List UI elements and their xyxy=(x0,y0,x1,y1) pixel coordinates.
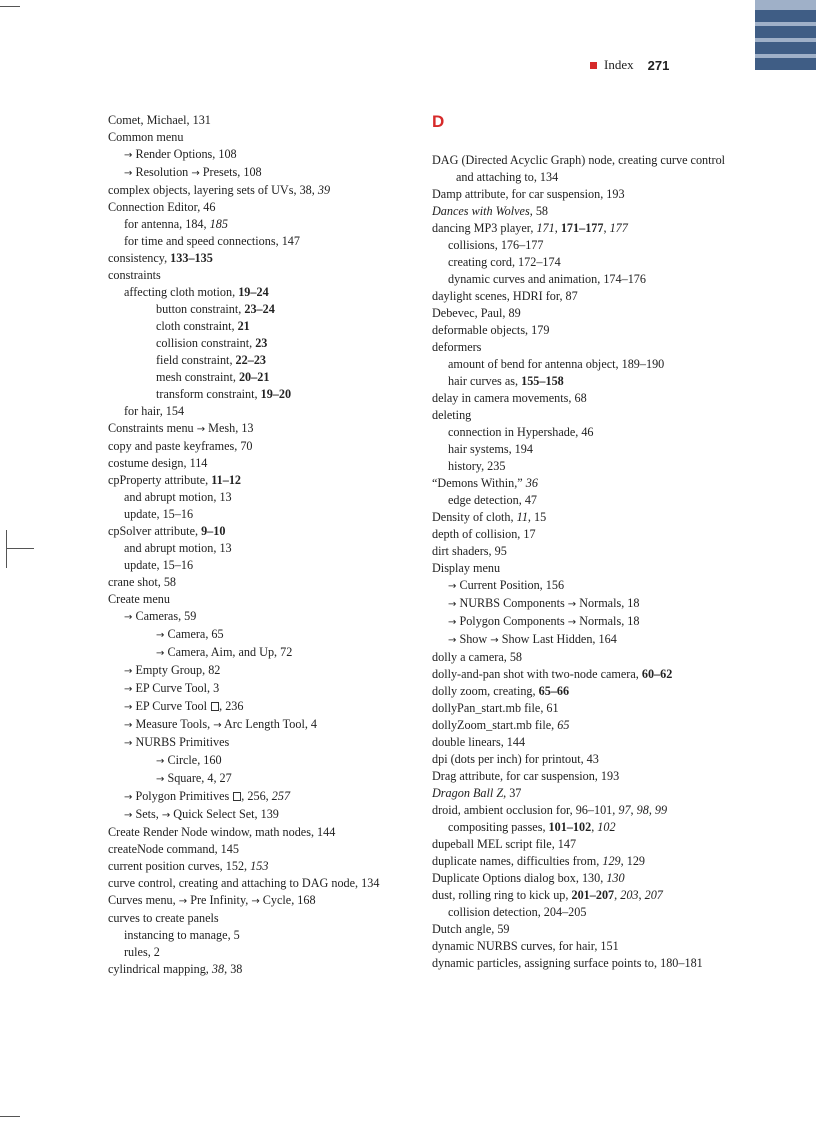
tab-bar xyxy=(755,10,816,22)
index-entry: dirt shaders, 95 xyxy=(432,544,507,558)
index-entry: Connection Editor, 46 xyxy=(108,200,216,214)
index-entry: → Circle, 160 xyxy=(156,753,222,767)
index-entry: for hair, 154 xyxy=(124,404,185,418)
index-entry: Common menu xyxy=(108,130,184,144)
index-entry: update, 15–16 xyxy=(124,558,194,572)
index-entry: → NURBS Primitives xyxy=(124,735,230,749)
index-entry: → Show → Show Last Hidden, 164 xyxy=(448,632,617,646)
index-entry: for antenna, 184, 185 xyxy=(124,217,228,231)
index-entry: current position curves, 152, 153 xyxy=(108,859,269,873)
index-entry: → EP Curve Tool , 236 xyxy=(124,699,244,713)
index-entry: collisions, 176–177 xyxy=(448,238,544,252)
index-entry: deformable objects, 179 xyxy=(432,323,550,337)
index-entry: Duplicate Options dialog box, 130, 130 xyxy=(432,871,625,885)
section-letter: D xyxy=(432,112,445,131)
index-entry: → Square, 4, 27 xyxy=(156,771,232,785)
index-entry: history, 235 xyxy=(448,459,506,473)
index-entry: cylindrical mapping, 38, 38 xyxy=(108,962,243,976)
index-entry: constraints xyxy=(108,268,161,282)
index-entry: costume design, 114 xyxy=(108,456,208,470)
index-entry: “Demons Within,” 36 xyxy=(432,476,538,490)
index-entry: → Sets, → Quick Select Set, 139 xyxy=(124,807,279,821)
index-entry: depth of collision, 17 xyxy=(432,527,536,541)
index-entry: button constraint, 23–24 xyxy=(156,302,275,316)
index-entry: update, 15–16 xyxy=(124,507,194,521)
index-entry: → Camera, 65 xyxy=(156,627,224,641)
index-entry: dupeball MEL script file, 147 xyxy=(432,837,577,851)
index-entry: → Cameras, 59 xyxy=(124,609,197,623)
index-entry: → Current Position, 156 xyxy=(448,578,565,592)
index-entry: Create Render Node window, math nodes, 144 xyxy=(108,825,336,839)
index-entry: consistency, 133–135 xyxy=(108,251,213,265)
index-entry: Comet, Michael, 131 xyxy=(108,113,211,127)
index-entry: dpi (dots per inch) for printout, 43 xyxy=(432,752,599,766)
index-entry: collision constraint, 23 xyxy=(156,336,268,350)
index-entry: delay in camera movements, 68 xyxy=(432,391,587,405)
index-entry: Display menu xyxy=(432,561,501,575)
index-entry: → Polygon Components → Normals, 18 xyxy=(448,614,640,628)
index-entry: Drag attribute, for car suspension, 193 xyxy=(432,769,620,783)
page-number: 271 xyxy=(647,57,670,73)
index-entry: curves to create panels xyxy=(108,911,219,925)
index-entry: dynamic NURBS curves, for hair, 151 xyxy=(432,939,619,953)
index-entry: copy and paste keyframes, 70 xyxy=(108,439,253,453)
tab-bar xyxy=(755,58,816,70)
index-entry: Dragon Ball Z, 37 xyxy=(432,786,522,800)
index-column-left xyxy=(108,112,408,978)
index-entry: transform constraint, 19–20 xyxy=(156,387,292,401)
index-entry: dust, rolling ring to kick up, 201–207, 203, 207 xyxy=(432,888,663,902)
thumb-index-tabs xyxy=(755,0,816,71)
index-entry: rules, 2 xyxy=(124,945,160,959)
index-entry: createNode command, 145 xyxy=(108,842,239,856)
index-entry: cloth constraint, 21 xyxy=(156,319,250,333)
index-entry: mesh constraint, 20–21 xyxy=(156,370,270,384)
index-entry: dolly-and-pan shot with two-node camera, 60–62 xyxy=(432,667,673,681)
index-entry: dancing MP3 player, 171, 171–177, 177 xyxy=(432,221,628,235)
index-entry: dolly zoom, creating, 65–66 xyxy=(432,684,570,698)
index-entry: dolly a camera, 58 xyxy=(432,650,523,664)
index-entry: complex objects, layering sets of UVs, 38, 39 xyxy=(108,183,331,197)
index-entry: curve control, creating and attaching to DAG node, 134 xyxy=(108,876,380,890)
index-entry: Density of cloth, 11, 15 xyxy=(432,510,547,524)
index-entry: cpProperty attribute, 11–12 xyxy=(108,473,242,487)
index-entry: Constraints menu → Mesh, 13 xyxy=(108,421,254,435)
index-entry: droid, ambient occlusion for, 96–101, 97, 98, 99 xyxy=(432,803,668,817)
index-entry: dynamic particles, assigning surface points to, 180–181 xyxy=(432,956,703,970)
index-entry: Dutch angle, 59 xyxy=(432,922,510,936)
index-entry: deleting xyxy=(432,408,472,422)
index-entry: amount of bend for antenna object, 189–190 xyxy=(448,357,665,371)
index-entry: → Resolution → Presets, 108 xyxy=(124,165,262,179)
index-entry: dollyPan_start.mb file, 61 xyxy=(432,701,559,715)
registration-mark-left xyxy=(6,548,34,549)
index-entry: compositing passes, 101–102, 102 xyxy=(448,820,616,834)
index-entry: dynamic curves and animation, 174–176 xyxy=(448,272,646,286)
index-entry: affecting cloth motion, 19–24 xyxy=(124,285,269,299)
index-entry: deformers xyxy=(432,340,482,354)
index-entry: for time and speed connections, 147 xyxy=(124,234,300,248)
index-entry: double linears, 144 xyxy=(432,735,526,749)
tab-bar xyxy=(755,0,816,10)
index-entry: hair systems, 194 xyxy=(448,442,533,456)
index-entry: → Measure Tools, → Arc Length Tool, 4 xyxy=(124,717,318,731)
index-entry: hair curves as, 155–158 xyxy=(448,374,564,388)
header-marker-icon xyxy=(590,62,597,69)
index-entry: Debevec, Paul, 89 xyxy=(432,306,521,320)
index-entry: → Render Options, 108 xyxy=(124,147,237,161)
index-entry: collision detection, 204–205 xyxy=(448,905,587,919)
registration-mark-left-vert xyxy=(6,530,7,568)
index-entry: edge detection, 47 xyxy=(448,493,538,507)
index-entry: → Polygon Primitives , 256, 257 xyxy=(124,789,291,803)
index-entry: → Empty Group, 82 xyxy=(124,663,221,677)
index-entry: instancing to manage, 5 xyxy=(124,928,240,942)
crop-mark-top-left xyxy=(0,6,20,7)
index-entry: → NURBS Components → Normals, 18 xyxy=(448,596,640,610)
index-entry: field constraint, 22–23 xyxy=(156,353,267,367)
index-entry: Create menu xyxy=(108,592,170,606)
index-entry: creating cord, 172–174 xyxy=(448,255,561,269)
tab-bar xyxy=(755,42,816,54)
crop-mark-bottom-left xyxy=(0,1116,20,1117)
index-entry: connection in Hypershade, 46 xyxy=(448,425,594,439)
index-entry: → Camera, Aim, and Up, 72 xyxy=(156,645,293,659)
header-label: Index xyxy=(604,57,634,72)
index-entry: crane shot, 58 xyxy=(108,575,177,589)
running-header xyxy=(590,57,669,73)
index-entry: Damp attribute, for car suspension, 193 xyxy=(432,187,625,201)
index-entry: and abrupt motion, 13 xyxy=(124,490,232,504)
index-entry: Curves menu, → Pre Infinity, → Cycle, 168 xyxy=(108,893,316,907)
index-entry: duplicate names, difficulties from, 129, 129 xyxy=(432,854,646,868)
tab-bar xyxy=(755,26,816,38)
index-entry: Dances with Wolves, 58 xyxy=(432,204,548,218)
index-entry: DAG (Directed Acyclic Graph) node, creating curve control and attaching to, 134 xyxy=(432,153,726,184)
index-entry: and abrupt motion, 13 xyxy=(124,541,232,555)
index-entry: → EP Curve Tool, 3 xyxy=(124,681,220,695)
index-entry: dollyZoom_start.mb file, 65 xyxy=(432,718,570,732)
index-entry: daylight scenes, HDRI for, 87 xyxy=(432,289,578,303)
index-column-right xyxy=(432,152,742,972)
index-entry: cpSolver attribute, 9–10 xyxy=(108,524,226,538)
